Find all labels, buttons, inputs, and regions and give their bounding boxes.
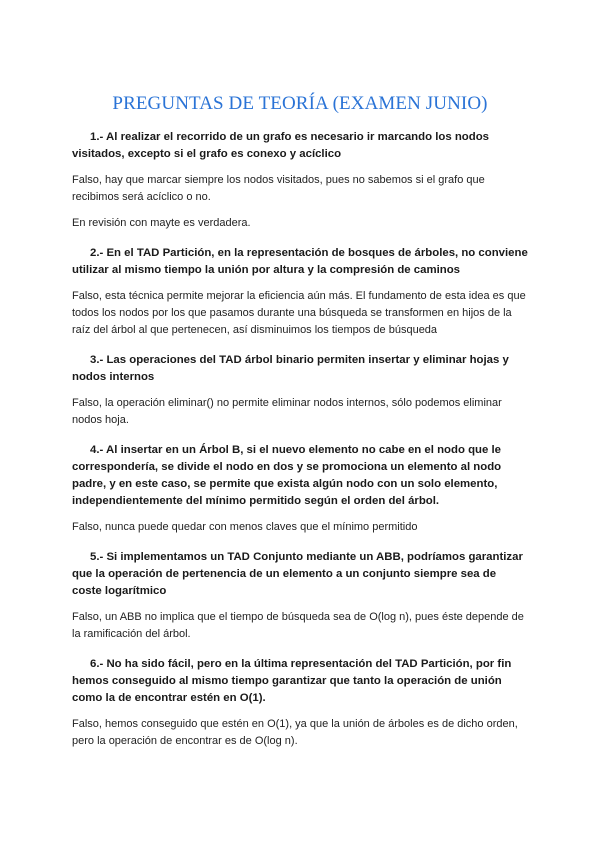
question-1: 1.- Al realizar el recorrido de un grafo es necesario ir marcando los nodos visitados, excepto si el grafo es conexo y acíclico	[72, 131, 490, 160]
answer-3: Falso, la operación eliminar() no permite eliminar nodos internos, sólo podemos eliminar nodos hoja.	[72, 397, 502, 426]
answer-5: Falso, un ABB no implica que el tiempo de búsqueda sea de O(log n), pues éste depende de la ramificación del árbol.	[72, 611, 524, 640]
question-6: 6.- No ha sido fácil, pero en la última representación del TAD Partición, por fin hemos conseguido al mismo tiempo garantizar que tanto la operación de unión como la de encontrar estén en O(1).	[72, 658, 512, 704]
question-2: 2.- En el TAD Partición, en la representación de bosques de árboles, no conviene utilizar al mismo tiempo la unión por altura y la compresión de caminos	[72, 247, 528, 276]
question-5: 5.- Si implementamos un TAD Conjunto mediante un ABB, podríamos garantizar que la operación de pertenencia de un elemento a un conjunto siempre sea de coste logarítmico	[72, 551, 523, 597]
page-title: PREGUNTAS DE TEORÍA (EXAMEN JUNIO)	[112, 93, 488, 114]
answer-4: Falso, nunca puede quedar con menos claves que el mínimo permitido	[72, 521, 418, 533]
answer-1: Falso, hay que marcar siempre los nodos visitados, pues no sabemos si el grafo que recibimos será acíclico o no.	[72, 174, 485, 203]
answer-1-note: En revisión con mayte es verdadera.	[72, 217, 251, 229]
question-3: 3.- Las operaciones del TAD árbol binario permiten insertar y eliminar hojas y nodos internos	[72, 354, 509, 383]
answer-2: Falso, esta técnica permite mejorar la eficiencia aún más. El fundamento de esta idea es que todos los nodos por los que pasamos durante una búsqueda se transformen en hijos de la raíz del árbol al que pertenecen, así disminuimos los tiempos de búsqueda	[72, 290, 526, 336]
answer-6: Falso, hemos conseguido que estén en O(1), ya que la unión de árboles es de dicho orden, pero la operación de encontrar es de O(log n).	[72, 718, 518, 747]
question-4: 4.- Al insertar en un Árbol B, si el nuevo elemento no cabe en el nodo que le correspondería, se divide el nodo en dos y se promociona un elemento al nodo padre, y en este caso, se permite que exista algún nodo con un solo elemento, independientemente del mínimo permitido según el orden del árbol.	[72, 444, 502, 507]
